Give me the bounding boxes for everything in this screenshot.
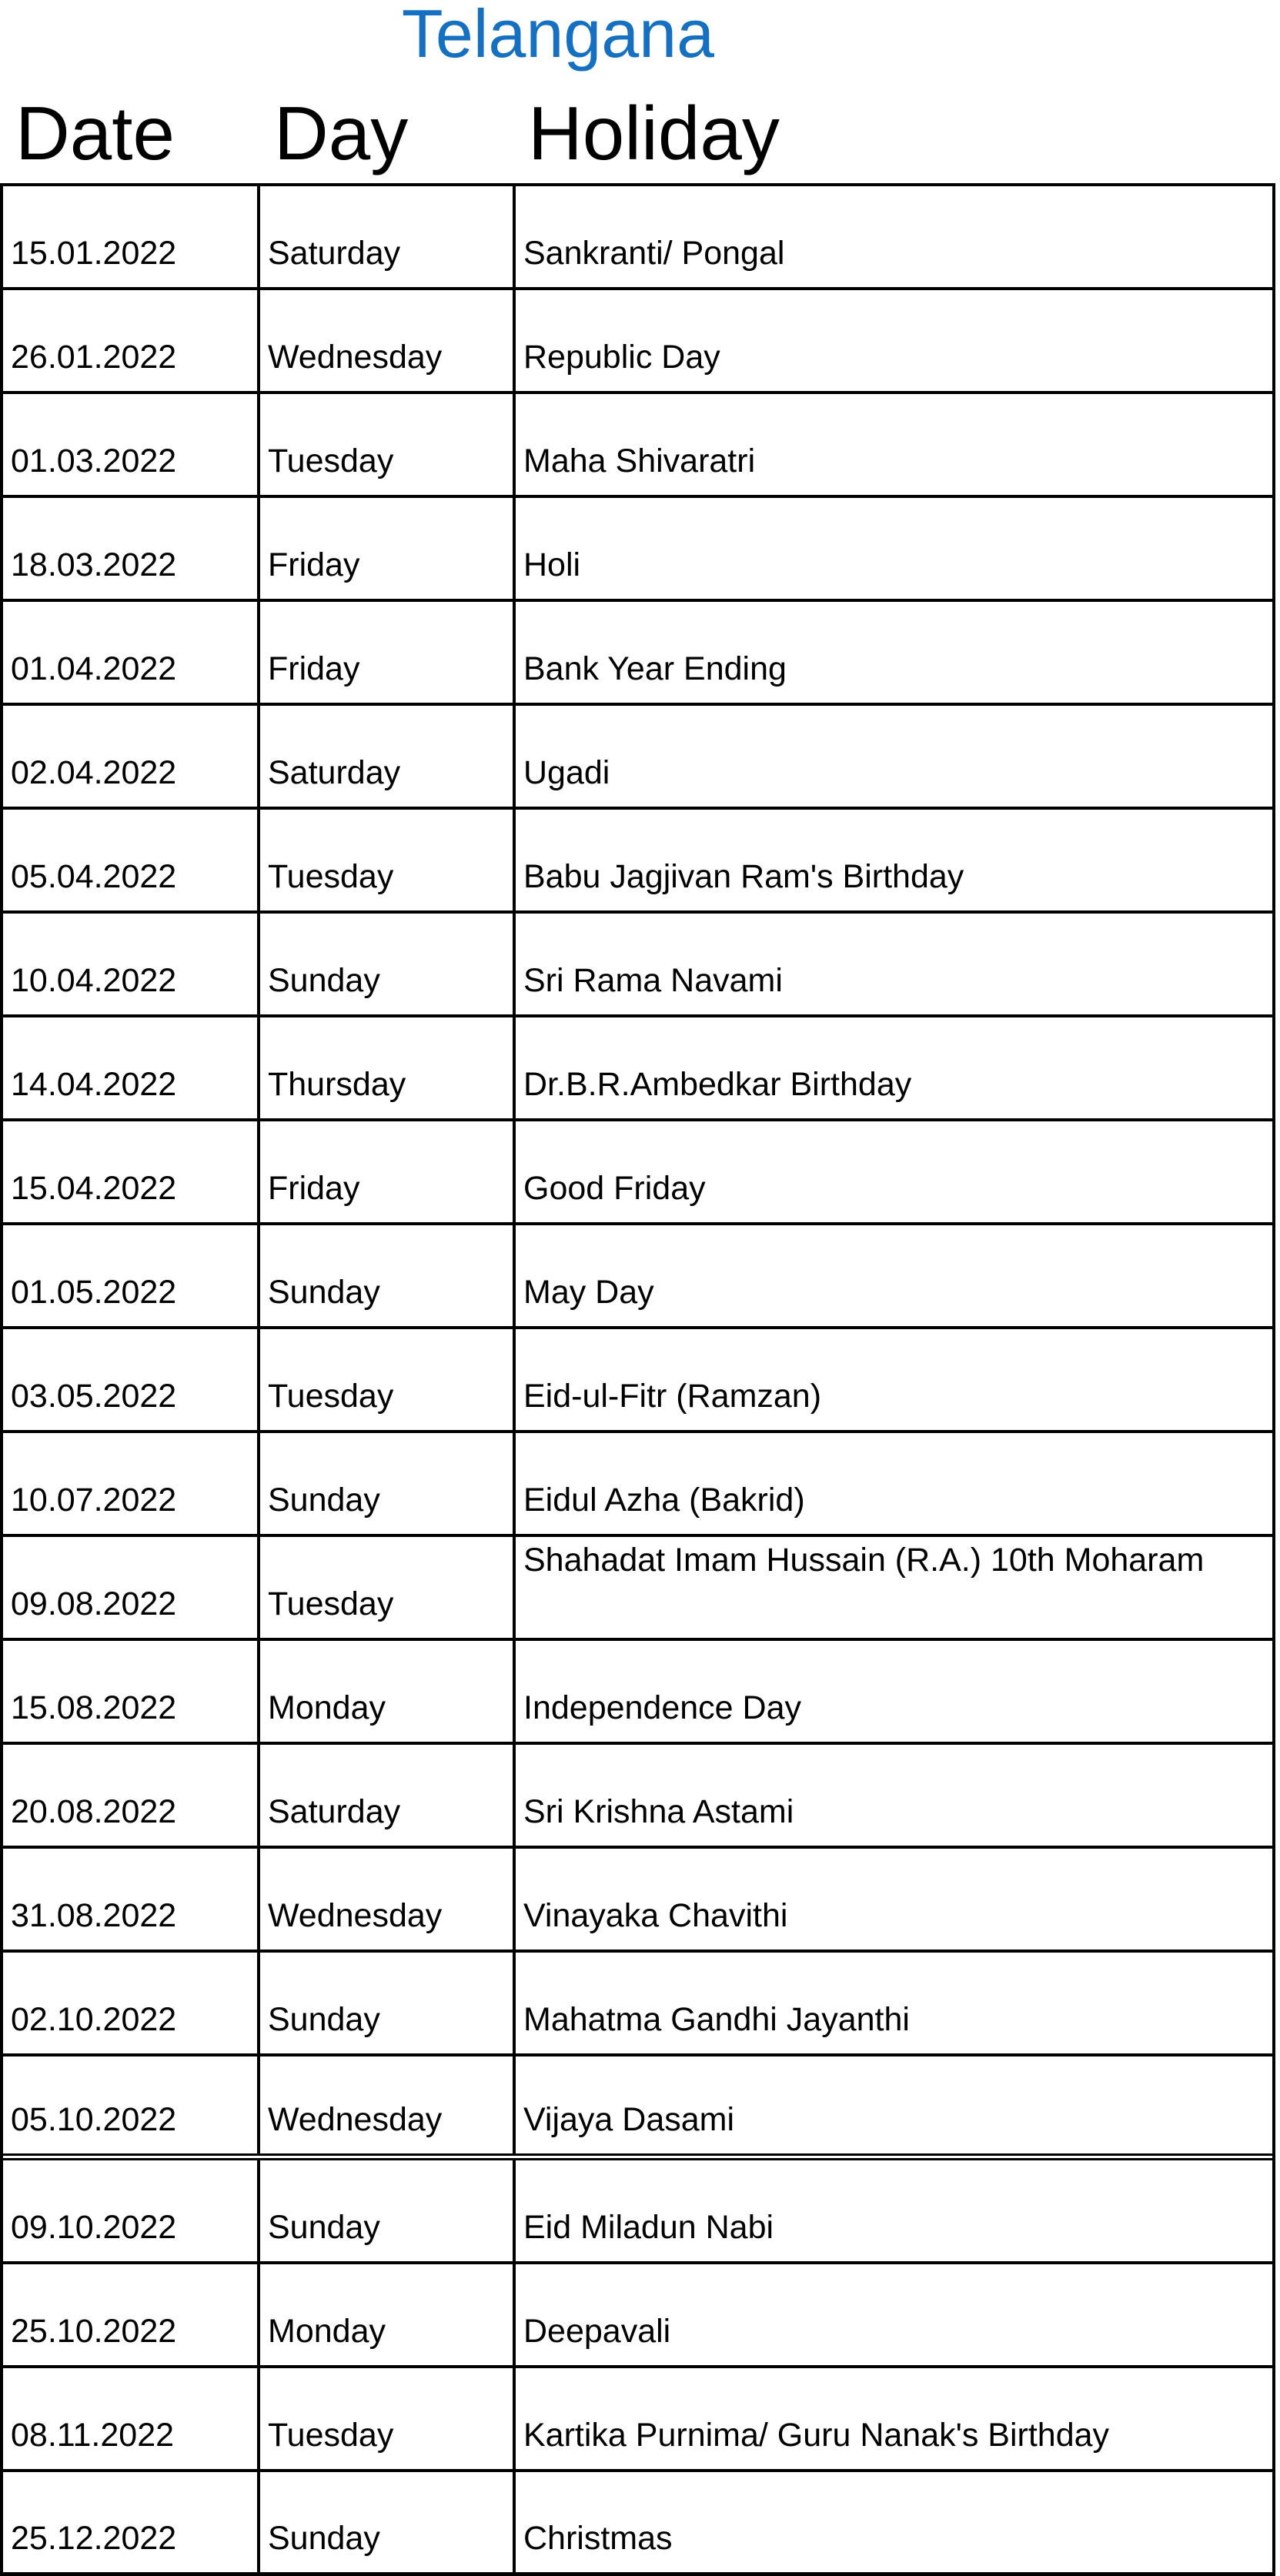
- day-cell: Friday: [260, 602, 516, 703]
- day-cell: Wednesday: [260, 1849, 516, 1950]
- date-cell: 15.04.2022: [3, 1121, 260, 1222]
- holiday-cell: Eid-ul-Fitr (Ramzan): [523, 1378, 822, 1415]
- day-cell: Tuesday: [260, 1329, 516, 1430]
- table-row: [3, 1017, 1272, 1121]
- holiday-cell: Vinayaka Chavithi: [523, 1897, 788, 1934]
- date-cell: 15.08.2022: [3, 1641, 260, 1742]
- day-cell: Sunday: [260, 2472, 516, 2572]
- day-cell: Wednesday: [260, 2056, 516, 2153]
- table-row: [3, 1225, 1272, 1329]
- day-cell: Sunday: [260, 914, 516, 1014]
- date-cell: 03.05.2022: [3, 1329, 260, 1430]
- day-cell: Monday: [260, 1641, 516, 1742]
- table-row: [3, 706, 1272, 810]
- day-cell: Saturday: [260, 186, 516, 287]
- day-cell: Wednesday: [260, 290, 516, 391]
- table-row: [3, 1121, 1272, 1225]
- holiday-cell: Mahatma Gandhi Jayanthi: [523, 2001, 910, 2038]
- day-cell: Thursday: [260, 1017, 516, 1118]
- holiday-cell: Babu Jagjivan Ram's Birthday: [523, 858, 964, 895]
- date-cell: 01.05.2022: [3, 1225, 260, 1326]
- holiday-cell: May Day: [523, 1274, 654, 1311]
- table-row: [3, 2160, 1272, 2264]
- date-cell: 10.04.2022: [3, 914, 260, 1014]
- table-row: [3, 290, 1272, 394]
- holiday-cell: Deepavali: [523, 2313, 671, 2350]
- date-cell: 08.11.2022: [3, 2368, 260, 2469]
- holiday-cell: Dr.B.R.Ambedkar Birthday: [523, 1066, 912, 1103]
- column-header-day: Day: [274, 91, 409, 175]
- date-cell: 31.08.2022: [3, 1849, 260, 1950]
- holiday-cell: Eidul Azha (Bakrid): [523, 1482, 805, 1519]
- holiday-cell: Shahadat Imam Hussain (R.A.) 10th Moharam: [523, 1542, 1205, 1579]
- day-cell: Saturday: [260, 1745, 516, 1846]
- table-row: [3, 186, 1272, 290]
- table-row: [3, 1953, 1272, 2056]
- date-cell: 01.04.2022: [3, 602, 260, 703]
- date-cell: 26.01.2022: [3, 290, 260, 391]
- table-row: [3, 602, 1272, 706]
- table-row: [3, 1433, 1272, 1537]
- date-cell: 05.10.2022: [3, 2056, 260, 2153]
- date-cell: 01.03.2022: [3, 394, 260, 495]
- column-header-date: Date: [15, 91, 175, 175]
- day-cell: Friday: [260, 1121, 516, 1222]
- table-row: [3, 1849, 1272, 1953]
- table-row: [3, 394, 1272, 498]
- holiday-cell: Ugadi: [523, 754, 610, 791]
- table-row: [3, 2264, 1272, 2368]
- date-cell: 02.10.2022: [3, 1953, 260, 2053]
- table-row: [3, 914, 1272, 1017]
- day-cell: Sunday: [260, 1433, 516, 1534]
- day-cell: Tuesday: [260, 394, 516, 495]
- table-row: [3, 2472, 1272, 2576]
- day-cell: Tuesday: [260, 2368, 516, 2469]
- day-cell: Saturday: [260, 706, 516, 807]
- day-cell: Friday: [260, 498, 516, 599]
- holiday-cell: Republic Day: [523, 339, 720, 376]
- date-cell: 14.04.2022: [3, 1017, 260, 1118]
- table-row: [3, 1329, 1272, 1433]
- holiday-cell: Good Friday: [523, 1170, 706, 1207]
- holiday-cell: Holi: [523, 546, 581, 583]
- column-header-holiday: Holiday: [528, 91, 780, 175]
- day-cell: Sunday: [260, 1225, 516, 1326]
- date-cell: 25.12.2022: [3, 2472, 260, 2572]
- holiday-table: [0, 183, 1275, 2576]
- date-cell: 25.10.2022: [3, 2264, 260, 2365]
- date-cell: 10.07.2022: [3, 1433, 260, 1534]
- day-cell: Sunday: [260, 2160, 516, 2261]
- day-cell: Tuesday: [260, 1537, 516, 1638]
- table-row: [3, 2368, 1272, 2472]
- holiday-cell: Sankranti/ Pongal: [523, 235, 785, 272]
- date-cell: 05.04.2022: [3, 810, 260, 910]
- date-cell: 09.10.2022: [3, 2160, 260, 2261]
- day-cell: Tuesday: [260, 810, 516, 910]
- holiday-cell: Sri Rama Navami: [523, 962, 783, 999]
- holiday-cell: Eid Miladun Nabi: [523, 2209, 774, 2246]
- holiday-cell: Kartika Purnima/ Guru Nanak's Birthday: [523, 2417, 1110, 2454]
- date-cell: 18.03.2022: [3, 498, 260, 599]
- holiday-cell: Independence Day: [523, 1689, 802, 1726]
- page-title: Telangana: [401, 0, 715, 72]
- date-cell: 15.01.2022: [3, 186, 260, 287]
- holiday-cell: Maha Shivaratri: [523, 443, 756, 479]
- holiday-cell: Christmas: [523, 2520, 673, 2557]
- date-cell: 02.04.2022: [3, 706, 260, 807]
- table-row: [3, 2056, 1272, 2160]
- holiday-cell: Vijaya Dasami: [523, 2101, 735, 2138]
- date-cell: 09.08.2022: [3, 1537, 260, 1638]
- holiday-cell: Bank Year Ending: [523, 650, 787, 687]
- holiday-cell: Sri Krishna Astami: [523, 1793, 794, 1830]
- date-cell: 20.08.2022: [3, 1745, 260, 1846]
- day-cell: Sunday: [260, 1953, 516, 2053]
- table-row: [3, 1641, 1272, 1745]
- table-row: [3, 1537, 1272, 1641]
- table-row: [3, 498, 1272, 602]
- table-row: [3, 1745, 1272, 1849]
- table-row: [3, 810, 1272, 914]
- day-cell: Monday: [260, 2264, 516, 2365]
